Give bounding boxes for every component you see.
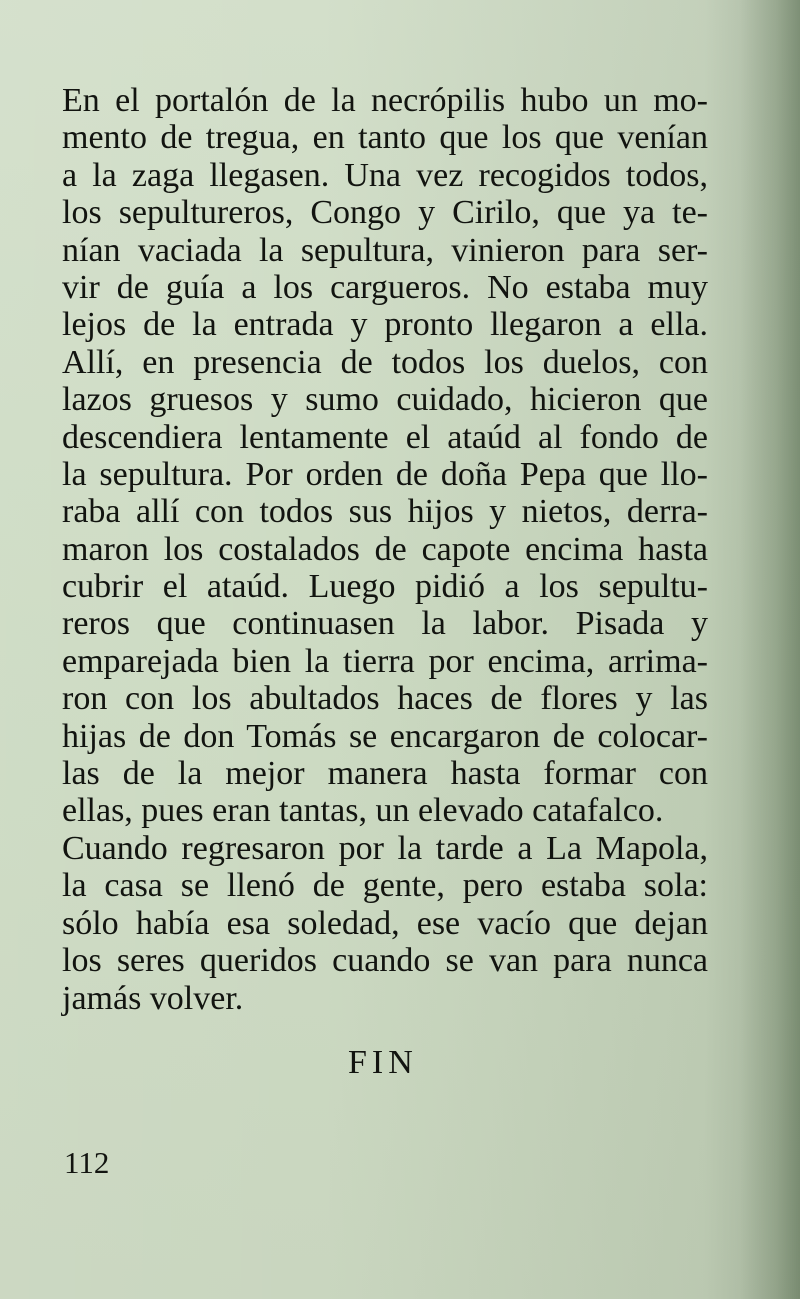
text-line: sólo había esa soledad, ese vacío que dejan bbox=[62, 904, 708, 942]
text-line: reros que continuasen la labor. Pisada y bbox=[62, 605, 708, 643]
text-line: hijas de don Tomás se encargaron de colocar- bbox=[62, 717, 708, 755]
text-line: ron con los abultados haces de flores y las bbox=[62, 680, 708, 718]
text-line: a la zaga llegasen. Una vez recogidos todos, bbox=[62, 156, 708, 194]
closing-word: FIN bbox=[348, 1044, 418, 1081]
text-line: maron los costalados de capote encima hasta bbox=[62, 530, 708, 568]
text-line: emparejada bien la tierra por encima, arrima- bbox=[62, 642, 708, 680]
text-line: la sepultura. Por orden de doña Pepa que llo- bbox=[62, 455, 708, 493]
text-line: ellas, pues eran tantas, un elevado catafalco. bbox=[62, 792, 664, 830]
page-curl-shadow bbox=[740, 0, 800, 1299]
text-line: lejos de la entrada y pronto llegaron a ella. bbox=[62, 306, 708, 344]
text-line: los seres queridos cuando se van para nunca bbox=[62, 942, 708, 980]
text-line: mento de tregua, en tanto que los que venían bbox=[62, 119, 708, 157]
text-line: cubrir el ataúd. Luego pidió a los sepultu- bbox=[62, 568, 708, 606]
paragraph-1 bbox=[62, 82, 708, 830]
text-line: En el portalón de la necrópilis hubo un mo- bbox=[62, 82, 708, 119]
text-line: nían vaciada la sepultura, vinieron para ser- bbox=[62, 231, 708, 269]
text-line: raba allí con todos sus hijos y nietos, derra- bbox=[62, 493, 708, 531]
text-line: Cuando regresaron por la tarde a La Mapola, bbox=[62, 830, 708, 867]
text-line: los sepultureros, Congo y Cirilo, que ya te- bbox=[62, 194, 708, 232]
text-line: Allí, en presencia de todos los duelos, con bbox=[62, 343, 708, 381]
text-line: las de la mejor manera hasta formar con bbox=[62, 755, 708, 793]
text-line: descendiera lentamente el ataúd al fondo de bbox=[62, 418, 708, 456]
page-number: 112 bbox=[64, 1145, 110, 1180]
paragraph-2 bbox=[62, 830, 708, 1017]
text-line: jamás volver. bbox=[62, 979, 244, 1017]
text-line: vir de guía a los cargueros. No estaba muy bbox=[62, 268, 708, 306]
text-line: la casa se llenó de gente, pero estaba sola: bbox=[62, 867, 708, 905]
text-line: lazos gruesos y sumo cuidado, hicieron que bbox=[62, 381, 708, 419]
